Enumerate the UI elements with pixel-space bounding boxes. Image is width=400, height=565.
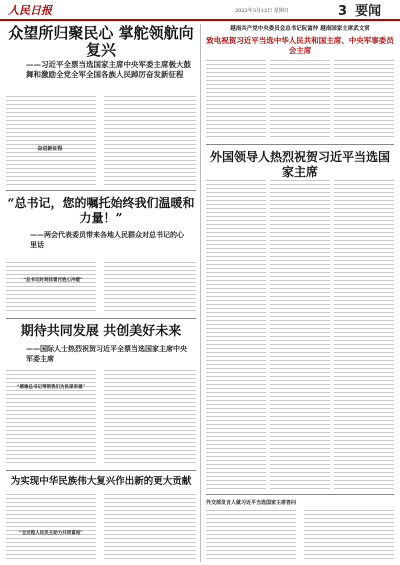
right-separator-2 — [206, 494, 394, 495]
masthead-logo: 人民日报 — [8, 4, 52, 17]
right-bottom-body-col2 — [304, 510, 394, 560]
story2-body-col2 — [104, 262, 196, 314]
story3-headline: 期待共同发展 共创美好未来 — [20, 324, 182, 339]
story4-body-col1 — [6, 494, 96, 560]
lead-crosshead: 奋进新征程 — [37, 146, 63, 152]
story2-subheadline: ——两会代表委员带来各地人民群众对总书记的心里话 — [30, 230, 184, 249]
story3-subheadline: ——国际人士热烈祝贺习近平全票当选国家主席中央军委主席 — [26, 344, 187, 363]
right-bottom-body-col1 — [206, 510, 296, 560]
right-top-headline: 致电祝贺习近平当选中华人民共和国主席、中央军事委员会主席 — [206, 36, 394, 55]
page-number: 3 — [338, 4, 348, 19]
right-separator-1 — [206, 144, 394, 145]
story2-body-col1 — [6, 262, 96, 314]
story4-body-col2 — [104, 494, 196, 560]
right-main-body-col3 — [334, 180, 394, 490]
lead-subheadline: ——习近平全票当选国家主席中央军委主席极大鼓舞和激励全党全军全国各族人民踔厉奋发新征程 — [26, 60, 191, 79]
lead-body-col1 — [6, 96, 96, 188]
story2-crosshead: “总书记时刻挂着百姓心冷暖” — [23, 278, 83, 283]
lead-body-col2 — [104, 96, 196, 188]
right-top-body-col3 — [334, 60, 394, 142]
right-top-body-col2 — [270, 60, 330, 142]
story3-crosshead: “感谢总书记带领我们为民谋幸福” — [16, 385, 86, 390]
page-label — [338, 0, 400, 18]
right-bottom-headline: 外交部发言人就习近平当选国家主席答问 — [206, 500, 297, 506]
story4-crosshead: “全过程人民民主助力共同富裕” — [19, 531, 83, 536]
right-main-body-col1 — [206, 180, 266, 490]
right-top-body-col1 — [206, 60, 266, 142]
story2-headline: “总书记，您的嘱托始终我们温暖和力量！” — [7, 196, 195, 225]
right-main-headline: 外国领导人热烈祝贺习近平当选国家主席 — [209, 150, 390, 179]
issue-date: 2023年3月12日 星期日 — [235, 8, 289, 14]
page-name: 要闻 — [355, 4, 382, 19]
separator-2 — [6, 318, 196, 319]
right-top-kicker: 越南共产党中央委员会总书记阮富仲 越南国家主席武文赏 — [230, 26, 370, 32]
separator-3 — [6, 470, 196, 471]
right-main-body-col2 — [270, 180, 330, 490]
separator-1 — [6, 190, 196, 191]
lead-headline: 众望所归聚民心 掌舵领航向复兴 — [8, 24, 194, 59]
header-rule — [0, 19, 400, 21]
story3-body-col2 — [104, 370, 196, 465]
story4-headline: 为实现中华民族伟大复兴作出新的更大贡献 — [10, 476, 192, 487]
column-divider — [200, 24, 201, 562]
